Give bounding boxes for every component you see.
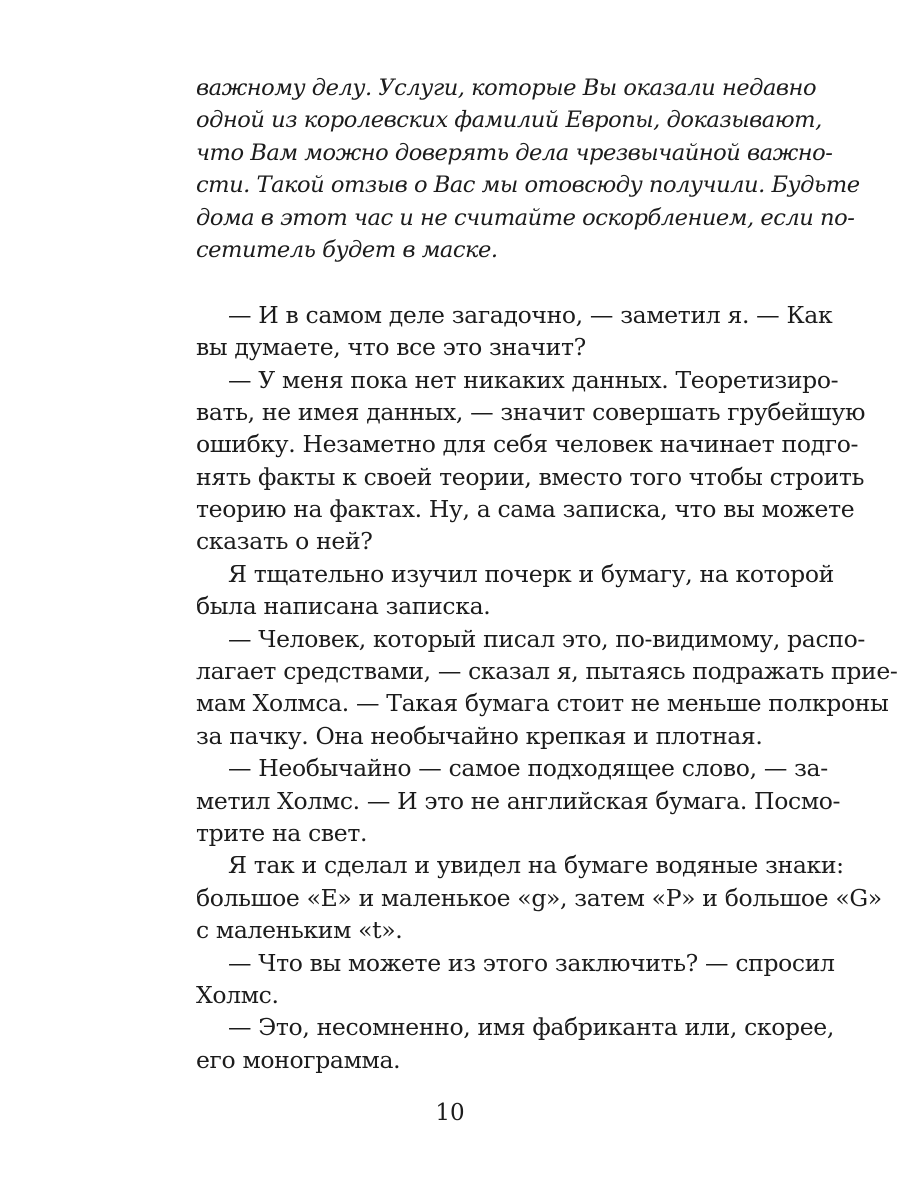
body-line: ошибку. Незаметно для себя человек начинает подго-	[196, 430, 859, 459]
body-line: — Человек, который писал это, по-видимому, распо-	[228, 624, 865, 653]
letter-line: сетитель будет в маске.	[196, 236, 498, 263]
body-line: Я так и сделал и увидел на бумаге водяные знаки:	[228, 851, 844, 880]
body-line: — И в самом деле загадочно, — заметил я. — Как	[228, 300, 833, 329]
letter-line: важному делу. Услуги, которые Вы оказали недавно	[196, 75, 817, 101]
body-line: — У меня пока нет никаких данных. Теоретизиро-	[228, 365, 839, 394]
body-line: — Необычайно — самое подходящее слово, — за-	[228, 754, 828, 783]
page-text	[196, 72, 898, 1076]
body-line: трите на свет.	[196, 818, 368, 847]
body-line: Я тщательно изучил почерк и бумагу, на которой	[228, 559, 834, 588]
letter-line: сти. Такой отзыв о Вас мы отовсюду получили. Будьте	[196, 172, 860, 199]
body-line: лагает средствами, — сказал я, пытаясь подражать прие-	[196, 657, 898, 686]
body-line: вы думаете, что все это значит?	[196, 333, 586, 362]
body-line: — Это, несомненно, имя фабриканта или, скорее,	[228, 1013, 834, 1042]
page-number: 10	[435, 1100, 465, 1126]
body-line: теорию на фактах. Ну, а сама записка, что вы можете	[196, 495, 855, 524]
letter-line: что Вам можно доверять дела чрезвычайной важно-	[196, 139, 833, 166]
section-gap	[196, 266, 751, 298]
body-line: мам Холмса. — Такая бумага стоит не меньше полкроны	[196, 689, 889, 718]
body-line: с маленьким «t».	[196, 916, 403, 945]
body-line: метил Холмс. — И это не английская бумага. Посмо-	[196, 786, 841, 815]
body-line: сказать о ней?	[196, 527, 373, 556]
letter-line: одной из королевских фамилий Европы, доказывают,	[196, 107, 822, 134]
body-line: — Что вы можете из этого заключить? — спросил	[228, 948, 835, 977]
body-line: большое «E» и маленькое «g», затем «P» и большое «G»	[196, 883, 882, 912]
body-line: вать, не имея данных, — значит совершать грубейшую	[196, 397, 866, 426]
body-line: за пачку. Она необычайно крепкая и плотная.	[196, 721, 763, 750]
letter-block	[196, 72, 860, 266]
body-line: нять факты к своей теории, вместо того чтобы строить	[196, 462, 865, 491]
body-line: Холмс.	[196, 980, 279, 1009]
narrative-block	[196, 299, 898, 1076]
body-line: его монограмма.	[196, 1045, 401, 1074]
body-line: была написана записка.	[196, 592, 491, 621]
letter-line: дома в этот час и не считайте оскорблением, если по-	[196, 204, 855, 231]
